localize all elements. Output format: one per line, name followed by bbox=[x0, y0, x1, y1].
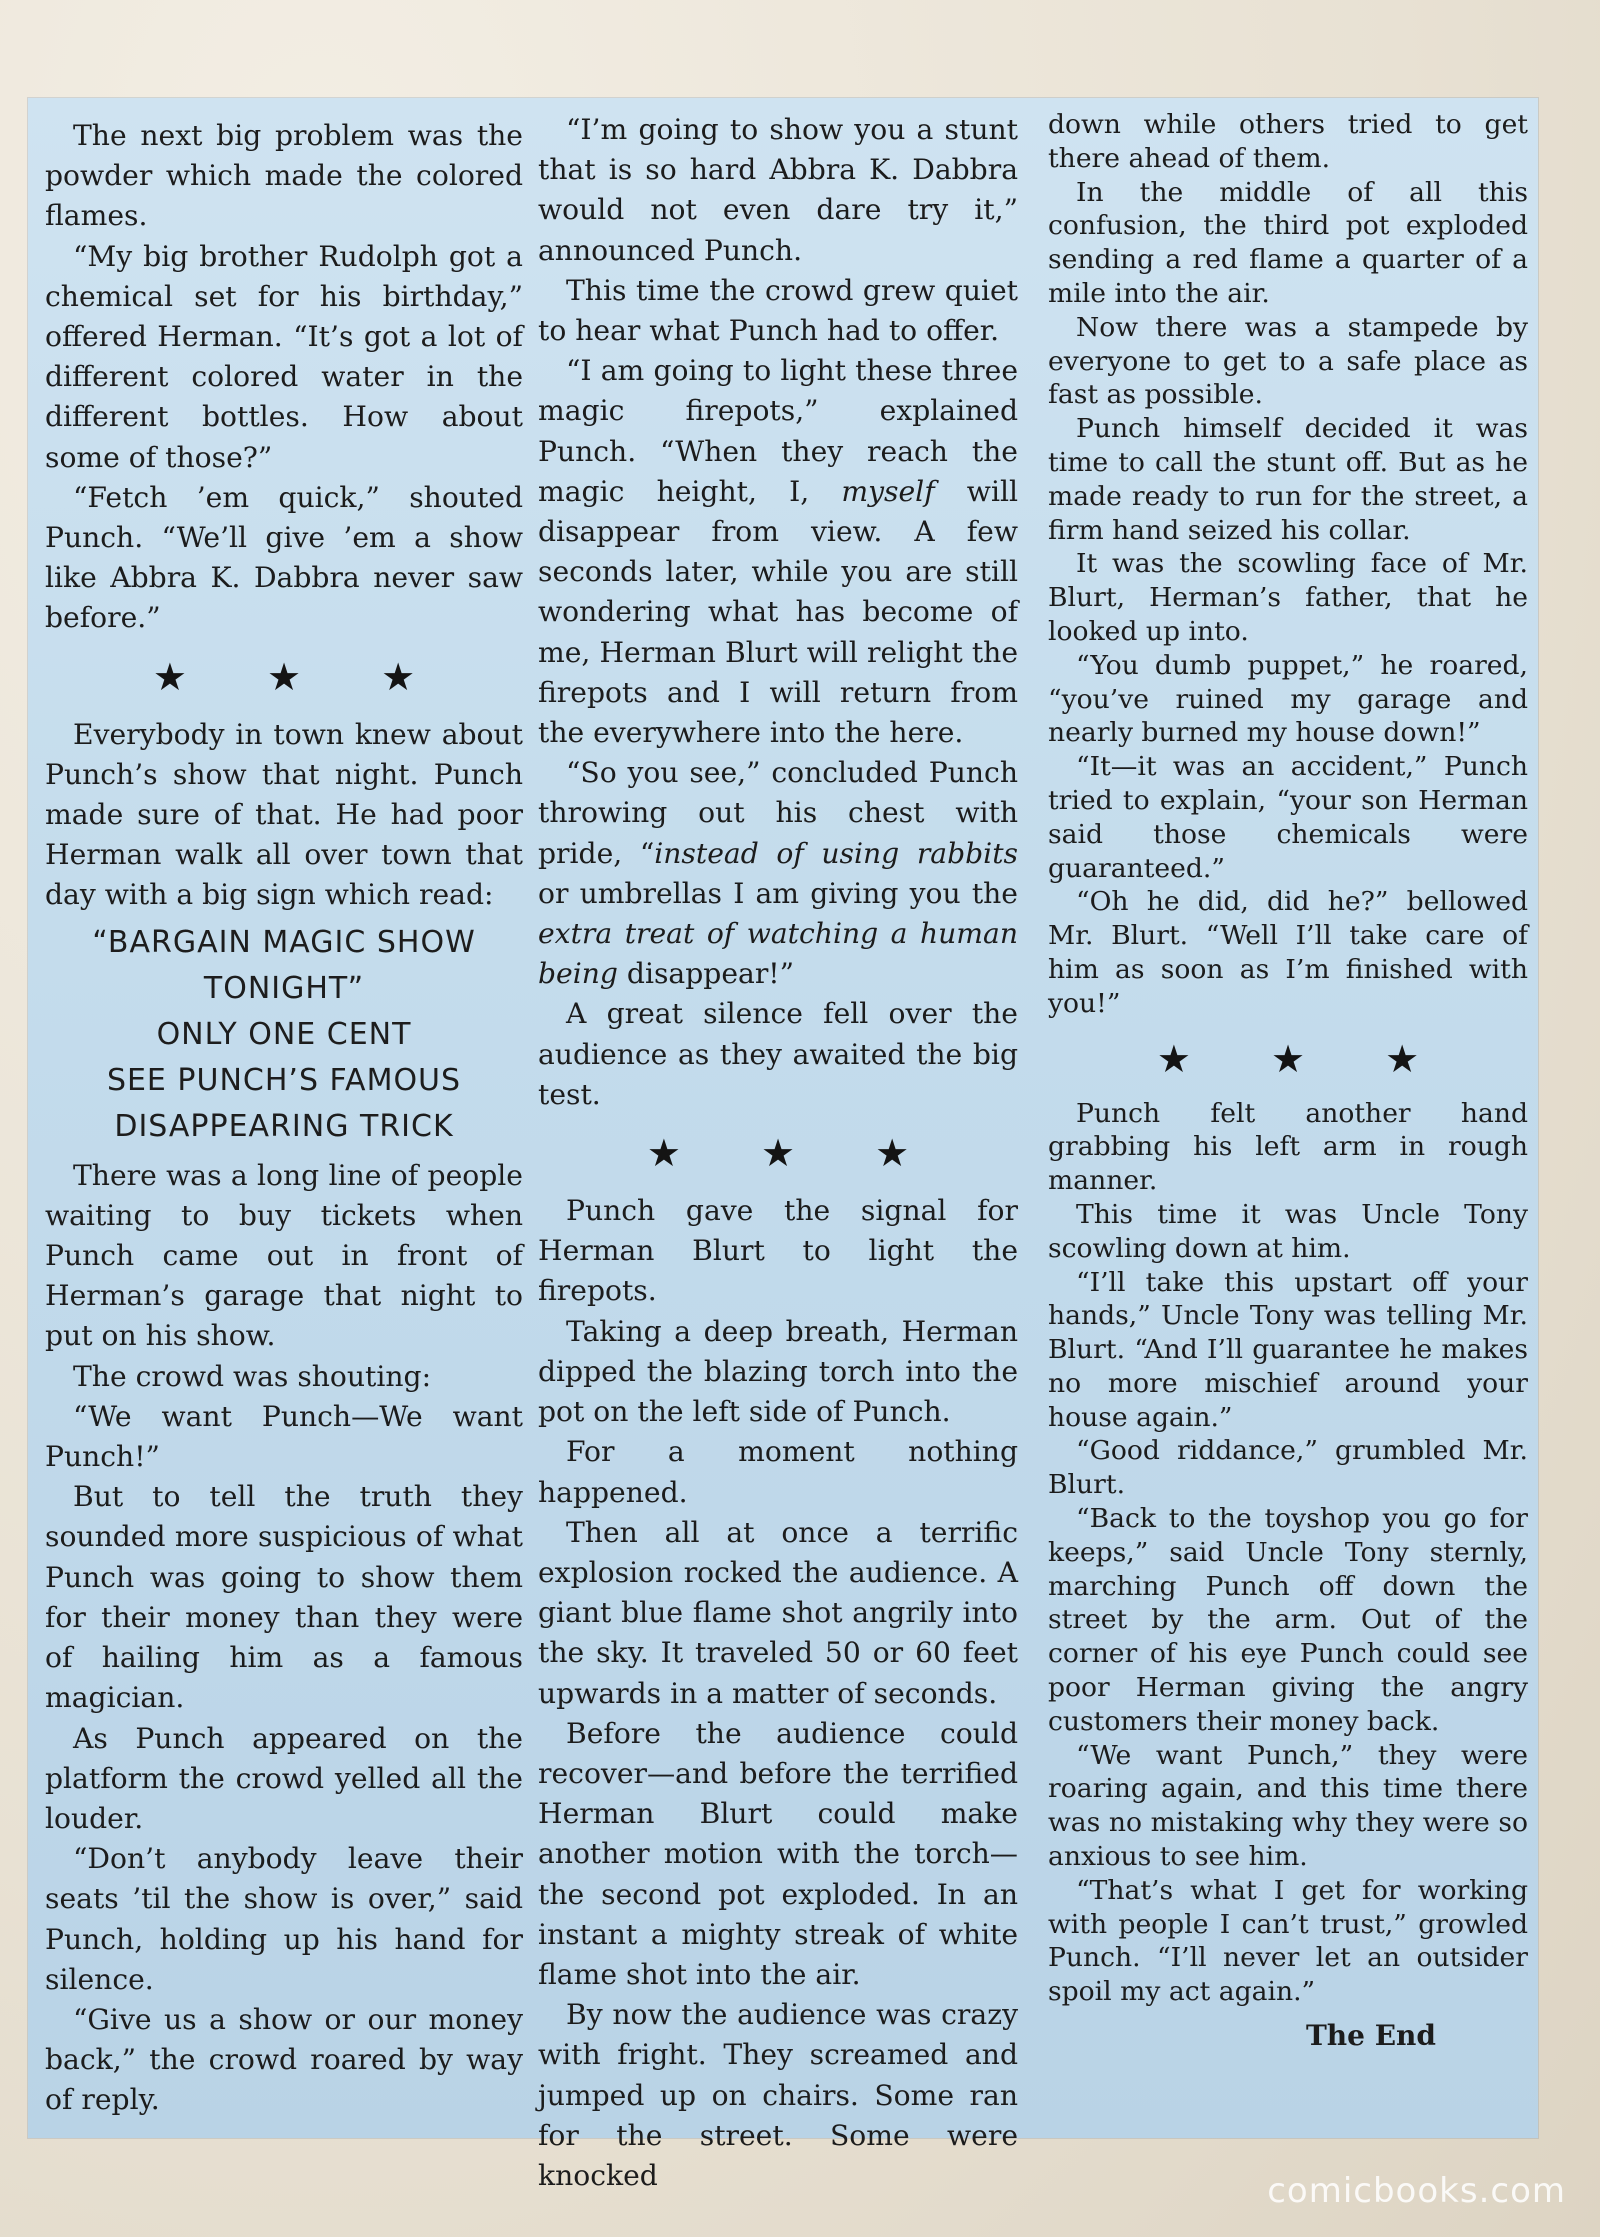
text-span: or umbrellas I am giving you the bbox=[538, 876, 1018, 910]
paragraph: “Back to the toyshop you go for keeps,” said Uncle Tony sternly, marching Punch off down the street by the arm. Out of the corner of his eye Punch could see poor Herman giving the angry customers their money back. bbox=[1048, 1503, 1528, 1737]
paragraph: This time the crowd grew quiet to hear what Punch had to offer. bbox=[538, 273, 1018, 348]
site-watermark: comicbooks.com bbox=[1267, 2171, 1566, 2211]
sign-line: TONIGHT” bbox=[203, 970, 365, 1006]
emphasis-text: myself bbox=[841, 474, 935, 508]
paragraph: “Don’t anybody leave their seats ’til the show is over,” said Punch, holding up his hand for silence. bbox=[45, 1842, 523, 1996]
paragraph: For a moment nothing happened. bbox=[538, 1435, 1018, 1509]
paragraph: Before the audience could recover—and before the terrified Herman Blurt could make another motion with the torch—the second pot exploded. In an instant a mighty streak of white flame shot into the air. bbox=[538, 1716, 1018, 1991]
paragraph: Taking a deep breath, Herman dipped the blazing torch into the pot on the left side of Punch. bbox=[538, 1314, 1018, 1429]
paragraph: This time it was Uncle Tony scowling down at him. bbox=[1048, 1198, 1528, 1264]
paragraph: “Good riddance,” grumbled Mr. Blurt. bbox=[1048, 1435, 1528, 1501]
sign-line: “BARGAIN MAGIC SHOW bbox=[92, 924, 476, 960]
paragraph: “We want Punch,” they were roaring again, and this time there was no mistaking why they were so anxious to see him. bbox=[1048, 1739, 1528, 1873]
paragraph: In the middle of all this confusion, the third pot exploded sending a red flame a quarter of a mile into the air. bbox=[1048, 176, 1528, 309]
section-break-stars: ★ ★ ★ bbox=[1156, 1036, 1454, 1081]
paragraph: Everybody in town knew about Punch’s show that night. Punch made sure of that. He had poor Herman walk all over town that day with a big sign which read: bbox=[45, 717, 523, 912]
paragraph: Punch himself decided it was time to call the stunt off. But as he made ready to run for the street, a firm hand seized his collar. bbox=[1048, 413, 1528, 546]
sign-text bbox=[45, 920, 523, 1150]
paragraph: A great silence fell over the audience as they awaited the big test. bbox=[538, 997, 1018, 1111]
paragraph: It was the scowling face of Mr. Blurt, Herman’s father, that he looked up into. bbox=[1048, 548, 1528, 647]
section-break-stars: ★ ★ ★ bbox=[646, 1131, 944, 1176]
paragraph bbox=[538, 351, 1018, 753]
text-span: will disappear from view. A few seconds later, while you are still wondering what has become of me, Herman Blurt will relight the firepots and I will return from the everywhere into the here. bbox=[538, 474, 1018, 750]
paragraph: As Punch appeared on the platform the crowd yelled all the louder. bbox=[45, 1721, 523, 1835]
sign-line: SEE PUNCH’S FAMOUS bbox=[106, 1062, 462, 1098]
paragraph: Punch gave the signal for Herman Blurt to light the firepots. bbox=[538, 1194, 1018, 1308]
paragraph: The crowd was shouting: bbox=[73, 1359, 432, 1393]
sign-line: ONLY ONE CENT bbox=[156, 1016, 412, 1052]
paragraph: The next big problem was the powder which made the colored flames. bbox=[45, 119, 523, 233]
paragraph: There was a long line of people waiting to buy tickets when Punch came out in front of Herman’s garage that night to put on his show. bbox=[45, 1158, 523, 1353]
paragraph: “That’s what I get for working with people I can’t trust,” growled Punch. “I’ll never let an outsider spoil my act again.” bbox=[1048, 1874, 1528, 2008]
paragraph: “Fetch ’em quick,” shouted Punch. “We’ll give ’em a show like Abbra K. Dabbra never saw before.” bbox=[45, 480, 523, 635]
sign-line: DISAPPEARING TRICK bbox=[114, 1108, 454, 1144]
paragraph: “You dumb puppet,” he roared, “you’ve ruined my garage and nearly burned my house down!” bbox=[1048, 649, 1528, 749]
story-column-2 bbox=[538, 110, 1018, 2196]
emphasis-text: instead of using rabbits bbox=[654, 836, 1018, 870]
story-column-3 bbox=[1048, 108, 1528, 2053]
paragraph: “Oh he did, did he?” bellowed Mr. Blurt. “Well I’ll take care of him as soon as I’m finished with you!” bbox=[1048, 886, 1528, 1019]
text-span: “So you see,” concluded Punch throwing out his chest with pride, “ bbox=[538, 756, 1018, 870]
the-end-label: The End bbox=[1305, 2019, 1436, 2053]
paragraph: “Give us a show or our money back,” the crowd roared by way of reply. bbox=[45, 2002, 523, 2117]
paragraph: By now the audience was crazy with fright. They screamed and jumped up on chairs. Some ran for the street. Some were knocked bbox=[538, 1998, 1018, 2192]
paragraph: “We want Punch—We want Punch!” bbox=[45, 1399, 523, 1474]
paragraph: down while others tried to get there ahead of them. bbox=[1048, 109, 1528, 174]
story-column-1 bbox=[45, 116, 523, 2121]
text-span: disappear!” bbox=[617, 957, 795, 991]
paragraph: “I’ll take this upstart off your hands,” Uncle Tony was telling Mr. Blurt. “And I’ll guarantee he makes no more mischief around your house again.” bbox=[1048, 1266, 1528, 1433]
text-span: “I am going to light these three magic firepots,” explained Punch. “When they reach the magic height, I, bbox=[538, 354, 1018, 508]
paragraph: Then all at once a terrific explosion rocked the audience. A giant blue flame shot angrily into the sky. It traveled 50 or 60 feet upwards in a matter of seconds. bbox=[538, 1515, 1018, 1710]
section-break-stars: ★ ★ ★ bbox=[152, 654, 450, 699]
emphasis-text: extra treat of watching a human being bbox=[538, 917, 1018, 991]
paragraph: Punch felt another hand grabbing his left arm in rough manner. bbox=[1048, 1097, 1528, 1197]
paragraph: “I’m going to show you a stunt that is so hard Abbra K. Dabbra would not even dare try it,” announced Punch. bbox=[538, 113, 1018, 267]
paragraph: “My big brother Rudolph got a chemical set for his birthday,” offered Herman. “It’s got a lot of different colored water in the different bottles. How about some of those?” bbox=[45, 239, 523, 474]
paragraph: “It—it was an accident,” Punch tried to explain, “your son Herman said those chemicals were guaranteed.” bbox=[1048, 751, 1528, 884]
paragraph: But to tell the truth they sounded more suspicious of what Punch was going to show them for their money than they were of hailing him as a famous magician. bbox=[45, 1480, 523, 1715]
paragraph bbox=[538, 753, 1018, 994]
paragraph: Now there was a stampede by everyone to get to a safe place as fast as possible. bbox=[1048, 311, 1528, 411]
